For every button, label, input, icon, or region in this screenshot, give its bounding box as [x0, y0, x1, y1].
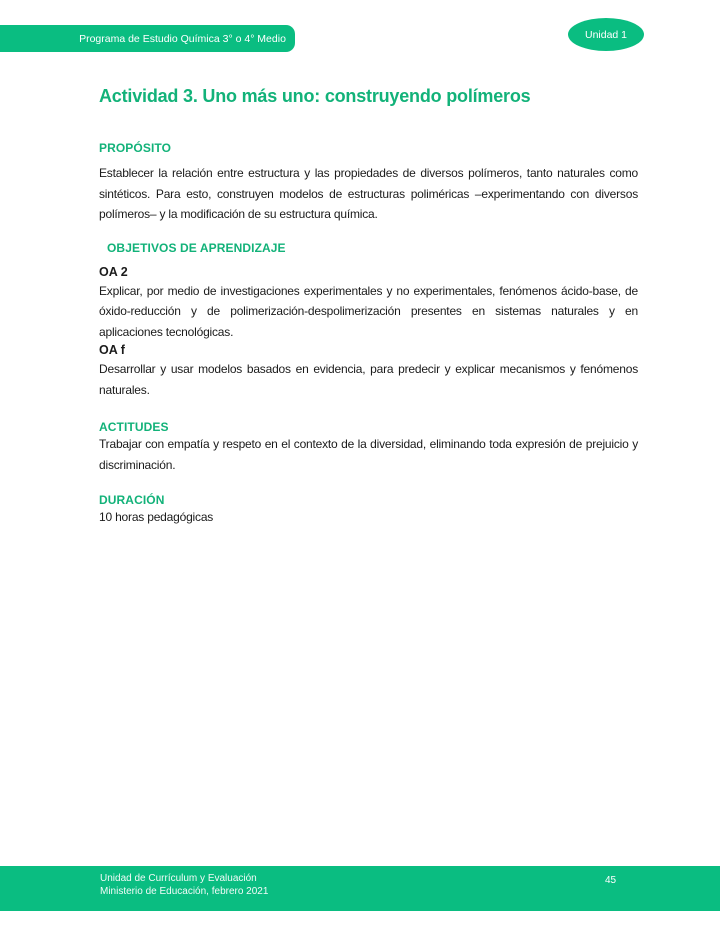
program-badge-label: Programa de Estudio Química 3° o 4° Medio — [79, 32, 286, 45]
section-heading-proposito: PROPÓSITO — [99, 141, 172, 155]
program-badge — [0, 25, 295, 52]
page-title: Actividad 3. Uno más uno: construyendo polímeros — [99, 86, 531, 106]
oaf-paragraph: Desarrollar y usar modelos basados en evidencia, para predecir y explicar mecanismos y fenómenos naturales. — [99, 362, 638, 397]
proposito-paragraph: Establecer la relación entre estructura y las propiedades de diversos polímeros, tanto naturales como sintéticos. Para esto, construyen modelos de estructuras poliméricas –experimentando con diversos polímeros– y la modificación de su estructura química. — [99, 166, 638, 221]
unit-badge-label: Unidad 1 — [584, 28, 628, 41]
main-content — [99, 85, 638, 528]
footer-line2: Ministerio de Educación, febrero 2021 — [100, 885, 269, 897]
oaf-label: OA f — [99, 343, 125, 357]
footer-info — [100, 873, 268, 898]
oa2-label: OA 2 — [99, 264, 128, 279]
section-heading-duracion: DURACIÓN — [99, 493, 165, 507]
page-number: 45 — [605, 875, 617, 886]
section-heading-objetivos: OBJETIVOS DE APRENDIZAJE — [107, 240, 286, 255]
duracion-paragraph: 10 horas pedagógicas — [99, 510, 214, 524]
actitudes-paragraph: Trabajar con empatía y respeto en el contexto de la diversidad, eliminando toda expresión de prejuicio y discriminación. — [99, 437, 638, 472]
unit-badge — [568, 18, 644, 51]
oa2-paragraph: Explicar, por medio de investigaciones experimentales y no experimentales, fenómenos ácido-base, de óxido-reducción y de polimerización-despolimerización presentes en sistemas naturales y en aplicaciones tecnológicas. — [99, 283, 638, 339]
page-footer — [0, 866, 720, 911]
footer-line1: Unidad de Currículum y Evaluación — [100, 873, 257, 884]
section-heading-actitudes: ACTITUDES — [99, 420, 169, 434]
